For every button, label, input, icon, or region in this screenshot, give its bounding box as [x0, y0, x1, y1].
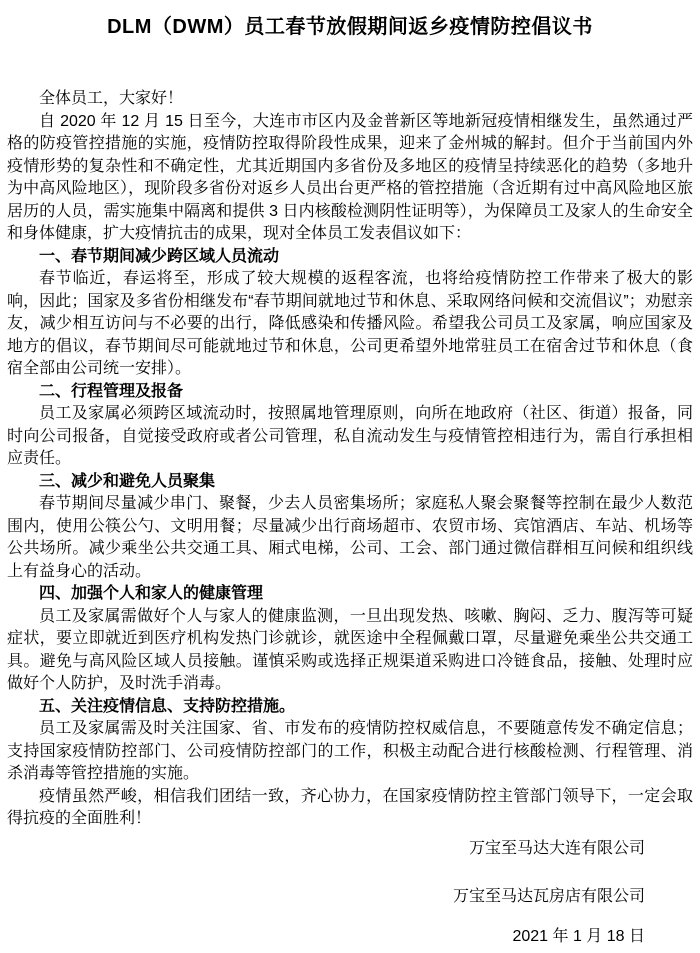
greeting-line: 全体员工，大家好！	[39, 90, 184, 107]
section-5-heading: 五、关注疫情信息、支持防控措施。	[39, 697, 296, 715]
closing-paragraph: 疫情虽然严峻，相信我们团结一致，齐心协力，在国家疫情防控主管部门领导下，一定会取得抗疫的全面胜利！	[7, 787, 693, 827]
section-3-heading: 三、减少和避免人员聚集	[39, 472, 216, 490]
section-2-heading: 二、行程管理及报备	[39, 382, 184, 400]
signature-company-2: 万宝至马达瓦房店有限公司	[452, 888, 645, 905]
signature-date: 2021 年 1 月 18 日	[512, 927, 645, 945]
intro-paragraph: 自 2020 年 12 月 15 日至今，大连市市区内及金普新区等地新冠疫情相继发生，虽然通过严格的防疫管控措施的实施，疫情防控取得阶段性成果，迎来了金州城的解封。但介于当前国内外疫情形势的复杂性和不确定性，尤其近期国内多省份及多地区的疫情呈持续恶化的趋势（多地升为中高风险地区），现阶段多省份对返乡人员出台更严格的管控措施（含近期有过中高风险地区旅居历的人员，需实施集中隔离和提供 3 日内核酸检测阴性证明等），为保障员工及家人的生命安全和身体健康，扩大疫情抗击的成果，现对全体员工发表倡议如下：	[7, 112, 693, 242]
section-1-body: 春节临近，春运将至，形成了较大规模的返程客流，也将给疫情防控工作带来了极大的影响，因此；国家及多省份相继发布“春节期间就地过节和休息、采取网络问候和交流倡议”；劝慰亲友，减少相互访问与不必要的出行，降低感染和传播风险。希望我公司员工及家属，响应国家及地方的倡议，春节期间尽可能就地过节和休息，公司更希望外地常驻员工在宿舍过节和休息（食宿全部由公司统一安排）。	[7, 270, 693, 377]
document-title: DLM（DWM）员工春节放假期间返乡疫情防控倡议书	[107, 16, 593, 38]
signature-block	[7, 838, 693, 949]
section-3-body: 春节期间尽量减少串门、聚餐，少去人员密集场所；家庭私人聚会聚餐等控制在最少人数范围内，使用公筷公勺、文明用餐；尽量减少出行商场超市、农贸市场、宾馆酒店、车站、机场等公共场所。减少乘坐公共交通工具、厢式电梯，公司、工会、部门通过微信群相互问候和组织线上有益身心的活动。	[7, 495, 693, 580]
signature-company-1: 万宝至马达大连有限公司	[468, 839, 645, 857]
section-4-heading: 四、加强个人和家人的健康管理	[39, 585, 264, 602]
section-2-body: 员工及家属必须跨区域流动时，按照属地管理原则，向所在地政府（社区、街道）报备，同时向公司报备，自觉接受政府或者公司管理，私自流动发生与疫情管控相违行为，需自行承担相应责任。	[7, 405, 693, 467]
section-1-heading: 一、春节期间减少跨区域人员流动	[39, 247, 280, 265]
section-4-body: 员工及家属需做好个人与家人的健康监测，一旦出现发热、咳嗽、胸闷、乏力、腹泻等可疑症状，要立即就近到医疗机构发热门诊就诊，就医途中全程佩戴口罩，尽量避免乘坐公共交通工具。避免与高风险区域人员接触。谨慎采购或选择正规渠道采购进口冷链食品，接触、处理时应做好个人防护，及时洗手消毒。	[7, 607, 693, 692]
section-5-body: 员工及家属需及时关注国家、省、市发布的疫情防控权威信息，不要随意传发不确定信息；支持国家疫情防控部门、公司疫情防控部门的工作，积极主动配合进行核酸检测、行程管理、消杀消毒等管控措施的实施。	[7, 720, 693, 782]
